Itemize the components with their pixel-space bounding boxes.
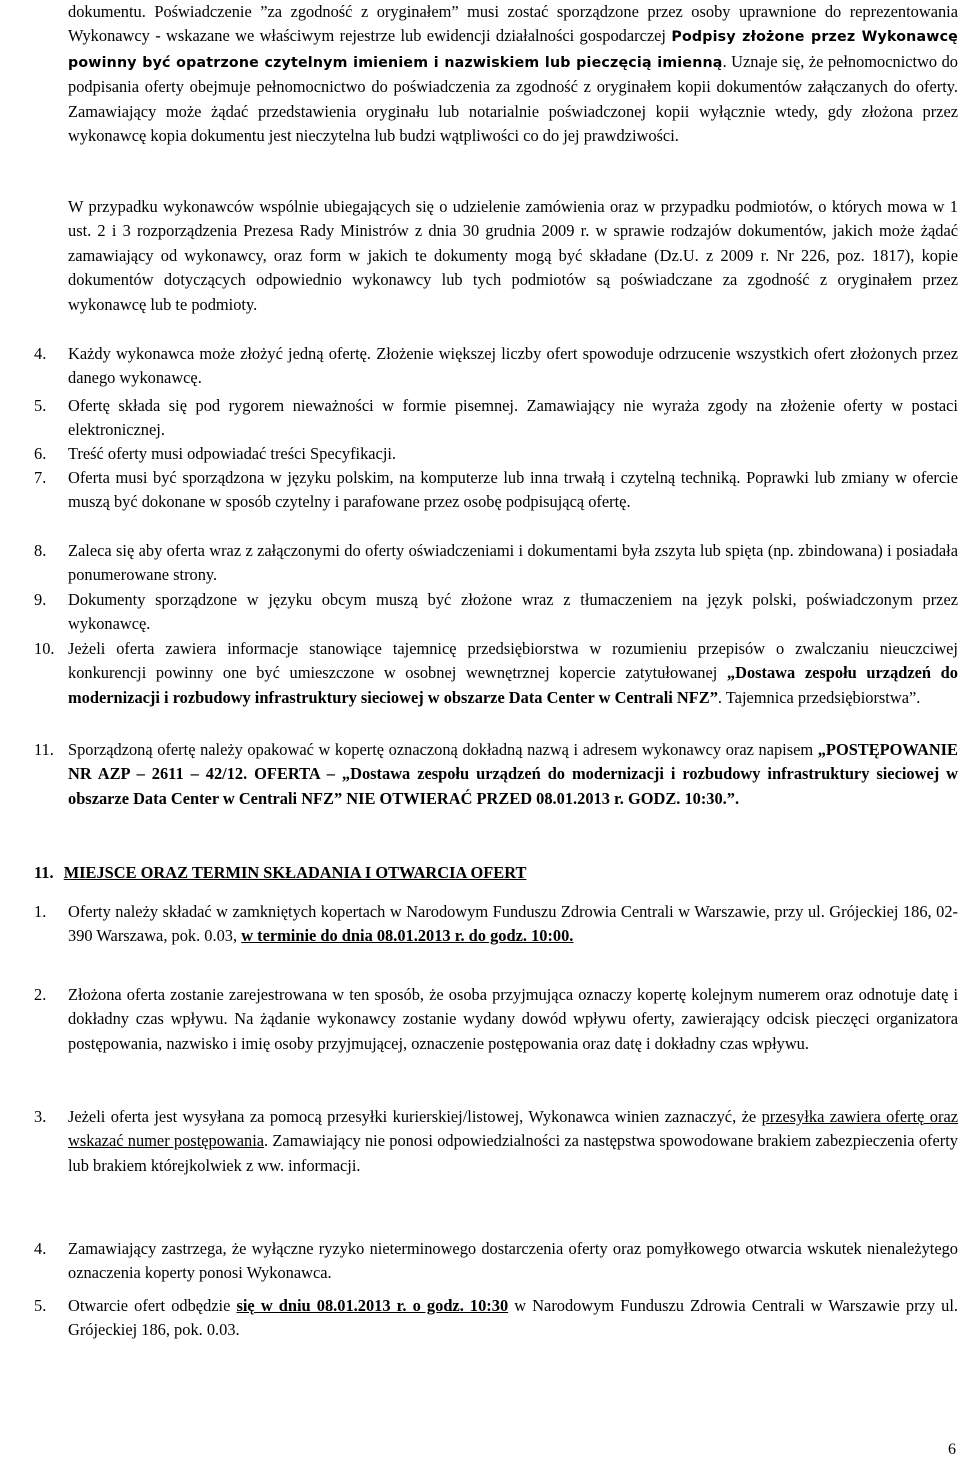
intro-text-5: . Zamawiający może żądać przedstawienia oryginału lub notarialnie poświadczonej kopii wyłącznie wtedy, gdy złożona przez wykonawcę kopia dokumentu jest nieczytelna lub budzi wątpliwości co do jej prawdziwości. [68,77,958,146]
list-item-6 [34,442,958,466]
confidential-envelope-title: „Dostawa zespołu urządzeń do modernizacji i rozbudowy infrastruktury sieciowej w obszarze Data Center w Centrali NFZ” [68,663,958,707]
item-text: Zamawiający zastrzega, że wyłączne ryzyko nieterminowego dostarczenia oferty oraz pomyłkowego otwarcia wskutek nienależytego oznaczenia koperty ponosi Wykonawca. [68,1239,958,1283]
item-text: Treść oferty musi odpowiadać treści Specyfikacji. [68,444,397,463]
item-number: 11. [34,740,54,759]
section-item-1 [34,900,958,949]
item-number: 10. [34,639,55,658]
intro-text-4: oferty [915,77,954,97]
list-item-5 [34,394,958,443]
section-item-4 [34,1237,958,1286]
list-item-8 [34,539,958,588]
item-text: Każdy wykonawca może złożyć jedną ofertę. Złożenie większej liczby ofert spowoduje odrzucenie wszystkich ofert złożonych przez danego wykonawcę. [68,344,958,388]
item-text: Ofertę składa się pod rygorem nieważności w formie pisemnej. Zamawiający nie wyraża zgody na złożenie oferty w postaci elektronicznej. [68,396,958,440]
item-number: 1. [34,902,47,921]
signature-requirement: Podpisy złożone przez Wykonawcę powinny być opatrzone czytelnym imieniem i nazwiskiem lub pieczęcią imienną [68,29,958,71]
section-item-2 [34,983,958,1056]
item-number: 6. [34,444,47,463]
item-number: 8. [34,541,47,560]
item-number: 4. [34,344,47,363]
item-text: Oferty należy składać w zamkniętych kopertach w Narodowym Funduszu Zdrowia Centrali w Warszawie, przy ul. Grójeckiej 186, 02-390 Warszawa, pok. 0.03, [68,902,958,946]
item-text: Jeżeli oferta jest wysyłana za pomocą przesyłki kurierskiej/listowej, Wykonawca winien zaznaczyć, że [68,1107,762,1126]
item-number: 2. [34,985,47,1004]
intro-text-1: dokumentu. Poświadczenie ”za zgodność z oryginałem” musi zostać sporządzone przez osoby uprawnione do reprezentowania Wykonawcy - wskazane we właściwym rejestrze lub ewidencji działalności gospodarczej [68,2,958,46]
section-heading [34,861,934,885]
intro-paragraph [68,0,958,148]
page-number: 6 [948,1440,956,1458]
item-text: Dokumenty sporządzone w języku obcym muszą być złożone wraz z tłumaczeniem na język polski, poświadczonym przez wykonawcę. [68,590,958,634]
item-text-tail: . Tajemnica przedsiębiorstwa”. [717,687,921,707]
item-text: Sporządzoną ofertę należy opakować w kopertę oznaczoną dokładną nazwą i adresem wykonawcy oraz napisem [68,740,818,759]
section-number: 11. [34,863,54,882]
envelope-label: „POSTĘPOWANIE NR AZP – 2611 – 42/12. OFERTA – „Dostawa zespołu urządzeń do modernizacji i rozbudowy infrastruktury sieciowej w obszarze Data Center w Centrali NFZ” NIE OTWIERAĆ PRZED 08.01.2013 r. GODZ. 10:30.”. [68,740,958,808]
item-number: 9. [34,590,47,609]
item-text-tail: . Zamawiający nie ponosi odpowiedzialności za następstwa spowodowane brakiem zabezpieczenia oferty lub brakiem którejkolwiek z ww. informacji. [68,1131,958,1175]
joint-bidders-paragraph: W przypadku wykonawców wspólnie ubiegających się o udzielenie zamówienia oraz w przypadku podmiotów, o których mowa w 1 ust. 2 i 3 rozporządzenia Prezesa Rady Ministrów z dnia 30 grudnia 2009 r. w sprawie rodzajów dokumentów, jakich może żądać zamawiający od wykonawcy, oraz form w jakich te dokumenty mogą być składane (Dz.U. z 2009 r. Nr 226, poz. 1817), kopie dokumentów dotyczących odpowiednio wykonawcy lub tych podmiotów są poświadczane za zgodność z oryginałem przez wykonawcę lub te podmioty. [68,197,958,314]
item-number: 5. [34,396,47,415]
list-item-4 [34,342,958,391]
section-item-3 [34,1105,958,1178]
item-number: 3. [34,1107,47,1126]
item-text-tail: w Narodowym Funduszu Zdrowia Centrali w Warszawie przy ul. Grójeckiej 186, pok. 0.03. [68,1296,958,1340]
item-number: 4. [34,1239,47,1258]
intro-text-3: . Uznaje się, że pełnomocnictwo do podpisania oferty obejmuje pełnomocnictwo do poświadczenia za zgodność z oryginałem kopii dokumentów załączanych do [68,51,958,97]
item-text: Zaleca się aby oferta wraz z załączonymi do oferty oświadczeniami i dokumentami była zszyta lub spięta (np. zbindowana) i posiadała ponumerowane strony. [68,541,958,585]
item-text: Jeżeli oferta zawiera informacje stanowiące tajemnicę przedsiębiorstwa w rozumieniu przepisów o zwalczaniu nieuczciwej konkurencji powinny one być umieszczone w osobnej wewnętrznej kopercie zatytułowanej [68,639,958,683]
list-item-7 [34,466,958,515]
item-text: Oferta musi być sporządzona w języku polskim, na komputerze lub inna trwałą i czytelną techniką. Poprawki lub zmiany w ofercie muszą być dokonane w sposób czytelny i parafowane przez osobę podpisującą ofertę. [68,468,958,512]
section-item-5 [34,1294,958,1343]
item-number: 7. [34,468,47,487]
list-item-9 [34,588,958,637]
item-text: Złożona oferta zostanie zarejestrowana w ten sposób, że osoba przyjmująca oznaczy kopertę kolejnym numerem oraz odnotuje datę i dokładny czas wpływu. Na żądanie wykonawcy zostanie wydany dowód wpływu oferty, zawierający odcisk pieczęci organizatora postępowania, nazwisko i imię osoby przyjmującej, oznaczenie postępowania oraz datę i dokładny czas wpływu. [68,985,958,1053]
list-item-11 [34,738,958,811]
underlined-instruction: przesyłka zawiera ofertę oraz wskazać numer postępowania [68,1107,958,1151]
section-title: MIEJSCE ORAZ TERMIN SKŁADANIA I OTWARCIA OFERT [63,863,527,882]
item-text: Otwarcie ofert odbędzie [68,1296,237,1315]
submission-deadline: w terminie do dnia 08.01.2013 r. do godz. 10:00. [241,926,574,946]
list-item-10 [34,637,958,710]
opening-date: się w dniu 08.01.2013 r. o godz. 10:30 [236,1296,509,1315]
item-number: 5. [34,1296,47,1315]
